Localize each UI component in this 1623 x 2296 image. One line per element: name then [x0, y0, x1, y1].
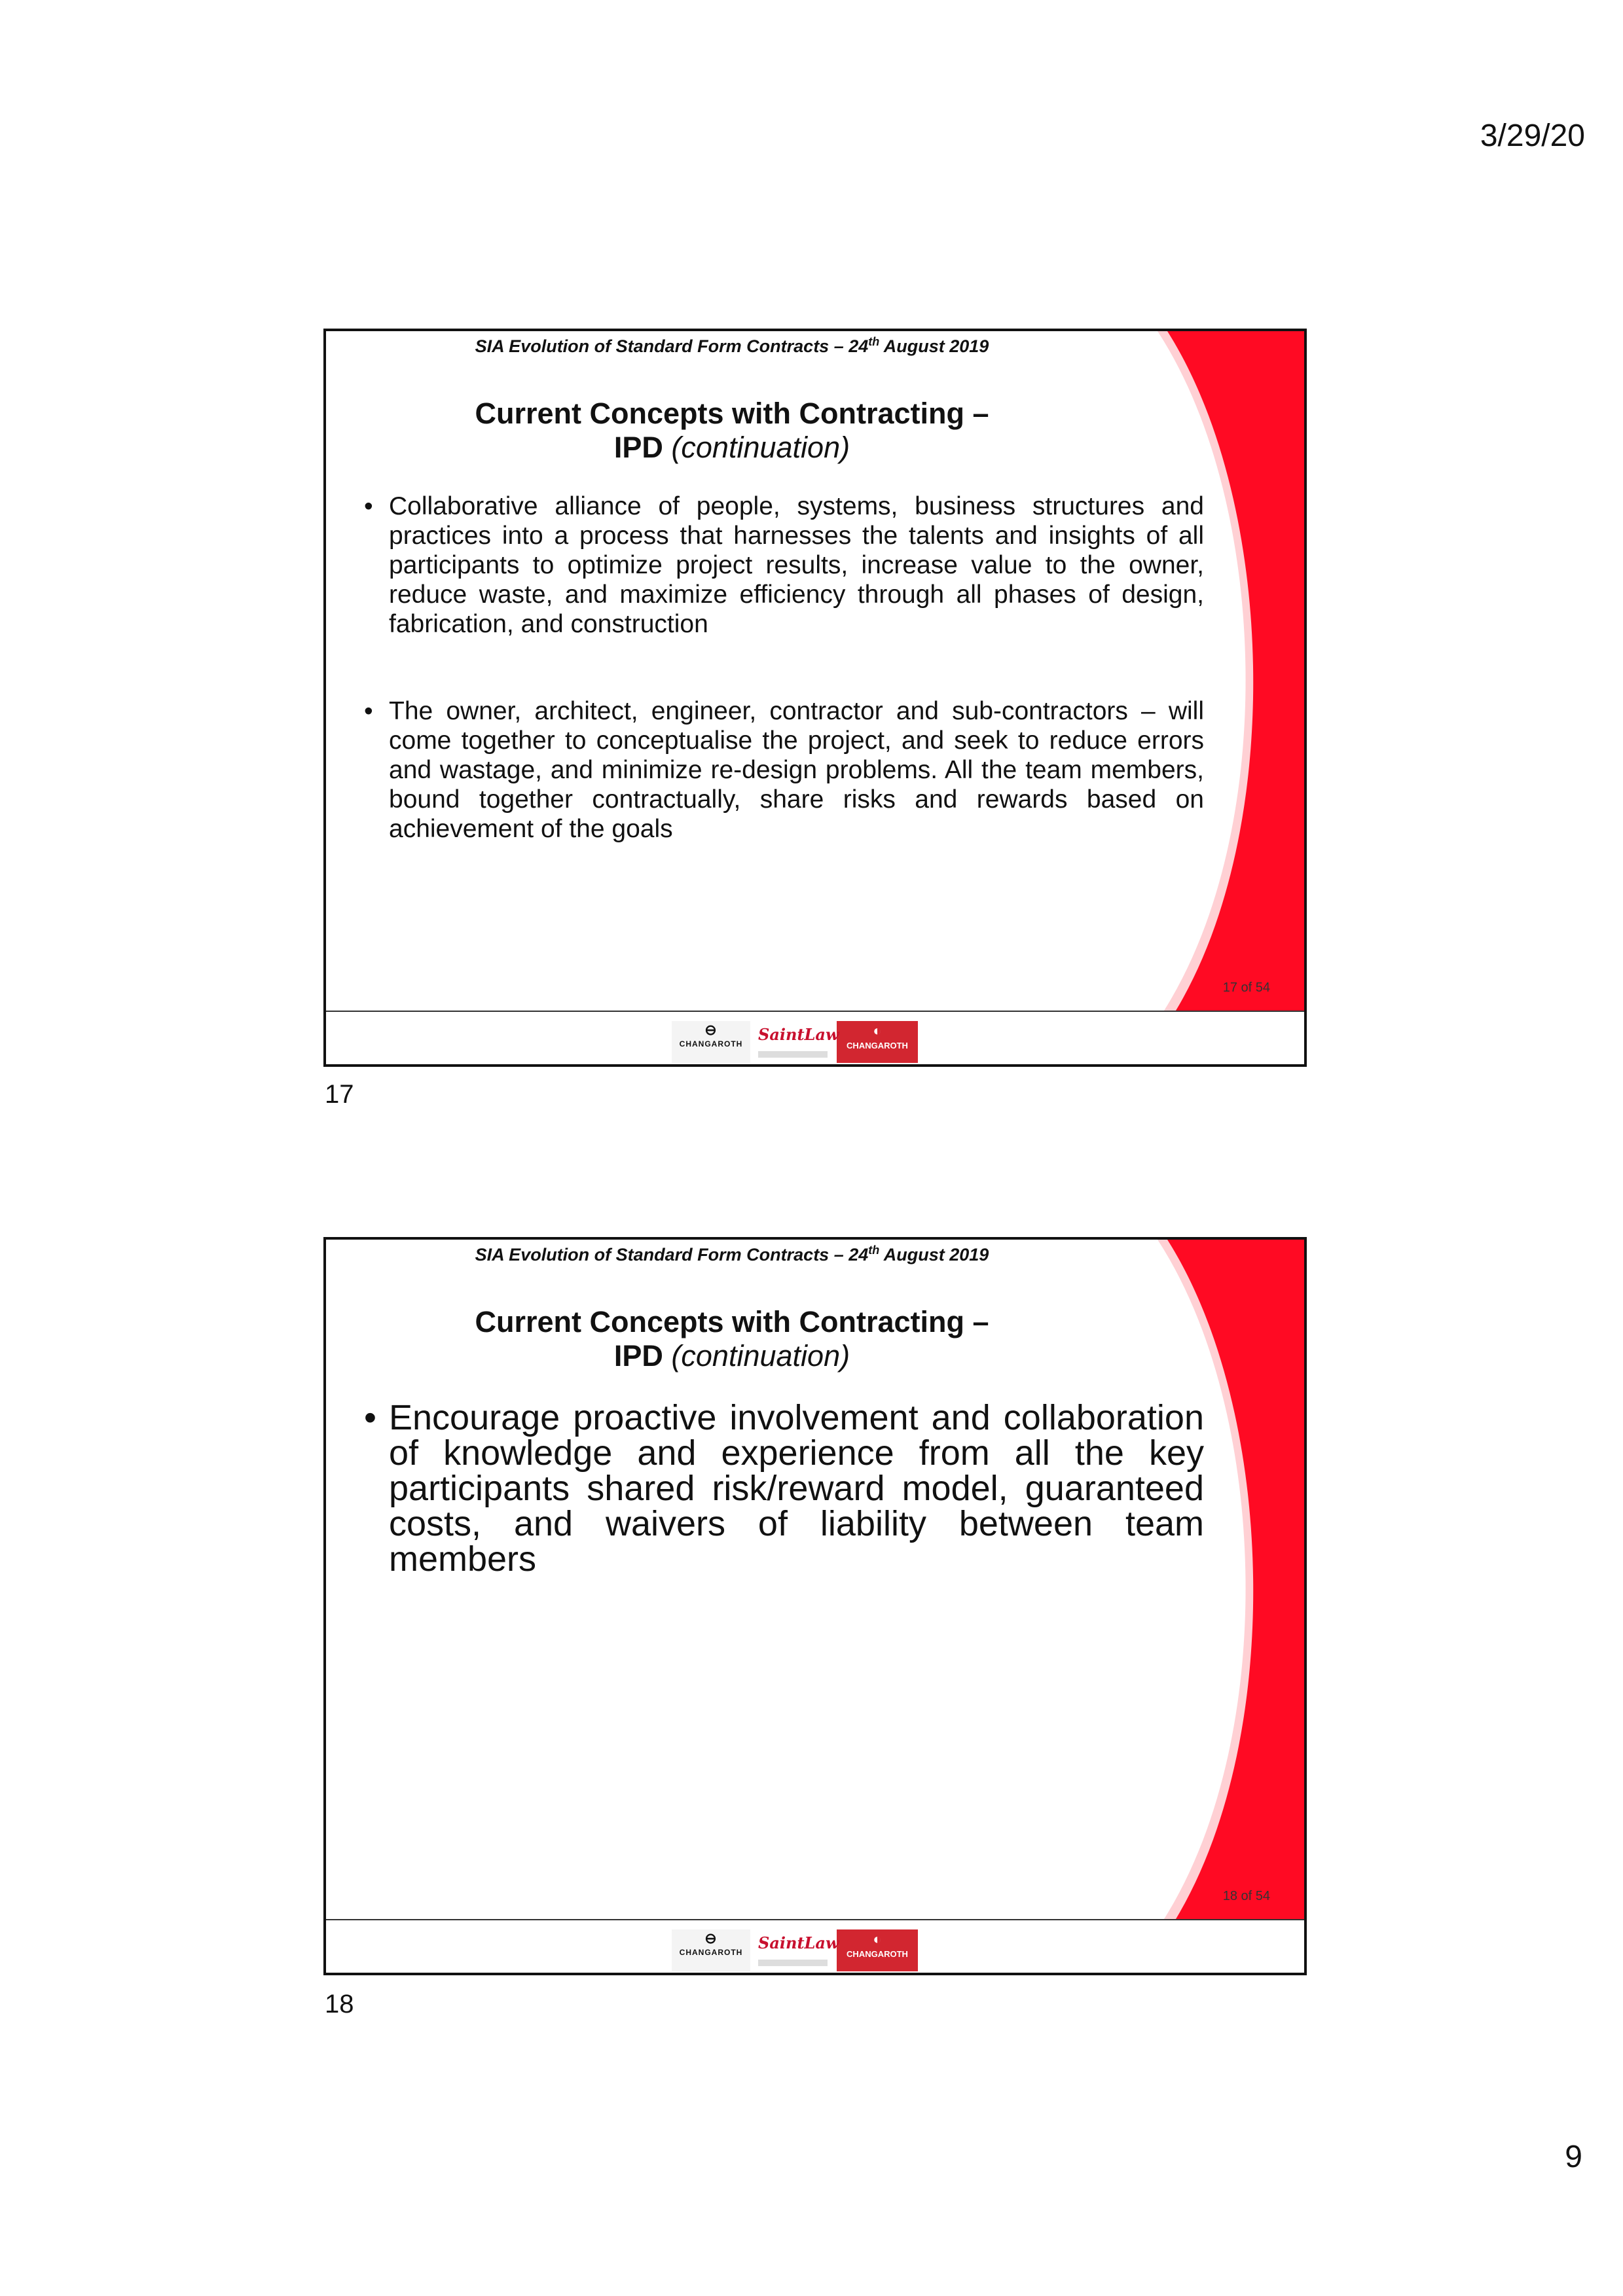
slide-counter: 18 of 54 — [1222, 1889, 1270, 1903]
slide-number: 18 — [325, 1990, 354, 2018]
slide-18 — [323, 1237, 1307, 1975]
slide-title: Current Concepts with Contracting – IPD (continuation) — [475, 1305, 989, 1372]
changaroth-chambers-logo: ⊖ CHANGAROTH — [672, 1929, 750, 1971]
list-item: • The owner, architect, engineer, contractor and sub-contractors – will come together to conceptualise the project, and seek to reduce errors and wastage, and minimize re-design problems. All the team members, bound together contractually, share risks and rewards based on achievement of the goals — [364, 697, 1204, 843]
saintlaw-logo: SaintLaw — [757, 1929, 830, 1971]
bullet-list — [363, 492, 1204, 844]
conference-header: SIA Evolution of Standard Form Contracts – 24th August 2019 — [475, 335, 989, 356]
slide-title: Current Concepts with Contracting – IPD (continuation) — [475, 397, 989, 464]
footer-divider — [326, 1011, 1304, 1012]
footer-logos — [672, 1021, 918, 1064]
saintlaw-logo: SaintLaw — [757, 1021, 830, 1063]
bullet-list — [363, 1400, 1204, 1577]
changaroth-chambers-logo: ⊖ CHANGAROTH — [672, 1021, 750, 1063]
slide-17 — [323, 329, 1307, 1067]
slide-counter: 17 of 54 — [1222, 980, 1270, 995]
footer-logos — [672, 1929, 918, 1973]
page-date: 3/29/20 — [1480, 118, 1585, 153]
changaroth-consultancy-logo: ◐ CHANGAROTH — [837, 1929, 918, 1971]
page-number: 9 — [1565, 2140, 1582, 2174]
list-item: • Collaborative alliance of people, systems, business structures and practices into a process that harnesses the talents and insights of all participants to optimize project results, increase value to the owner, reduce waste, and maximize efficiency through all phases of design, fabrication, and construction — [364, 492, 1204, 638]
footer-divider — [326, 1919, 1304, 1920]
list-item: • Encourage proactive involvement and collaboration of knowledge and experience from all the key participants shared risk/reward model, guaranteed costs, and waivers of liability between team members — [364, 1398, 1204, 1579]
slide-number: 17 — [325, 1080, 354, 1109]
changaroth-consultancy-logo: ◐ CHANGAROTH — [837, 1021, 918, 1063]
conference-header: SIA Evolution of Standard Form Contracts – 24th August 2019 — [475, 1244, 989, 1265]
